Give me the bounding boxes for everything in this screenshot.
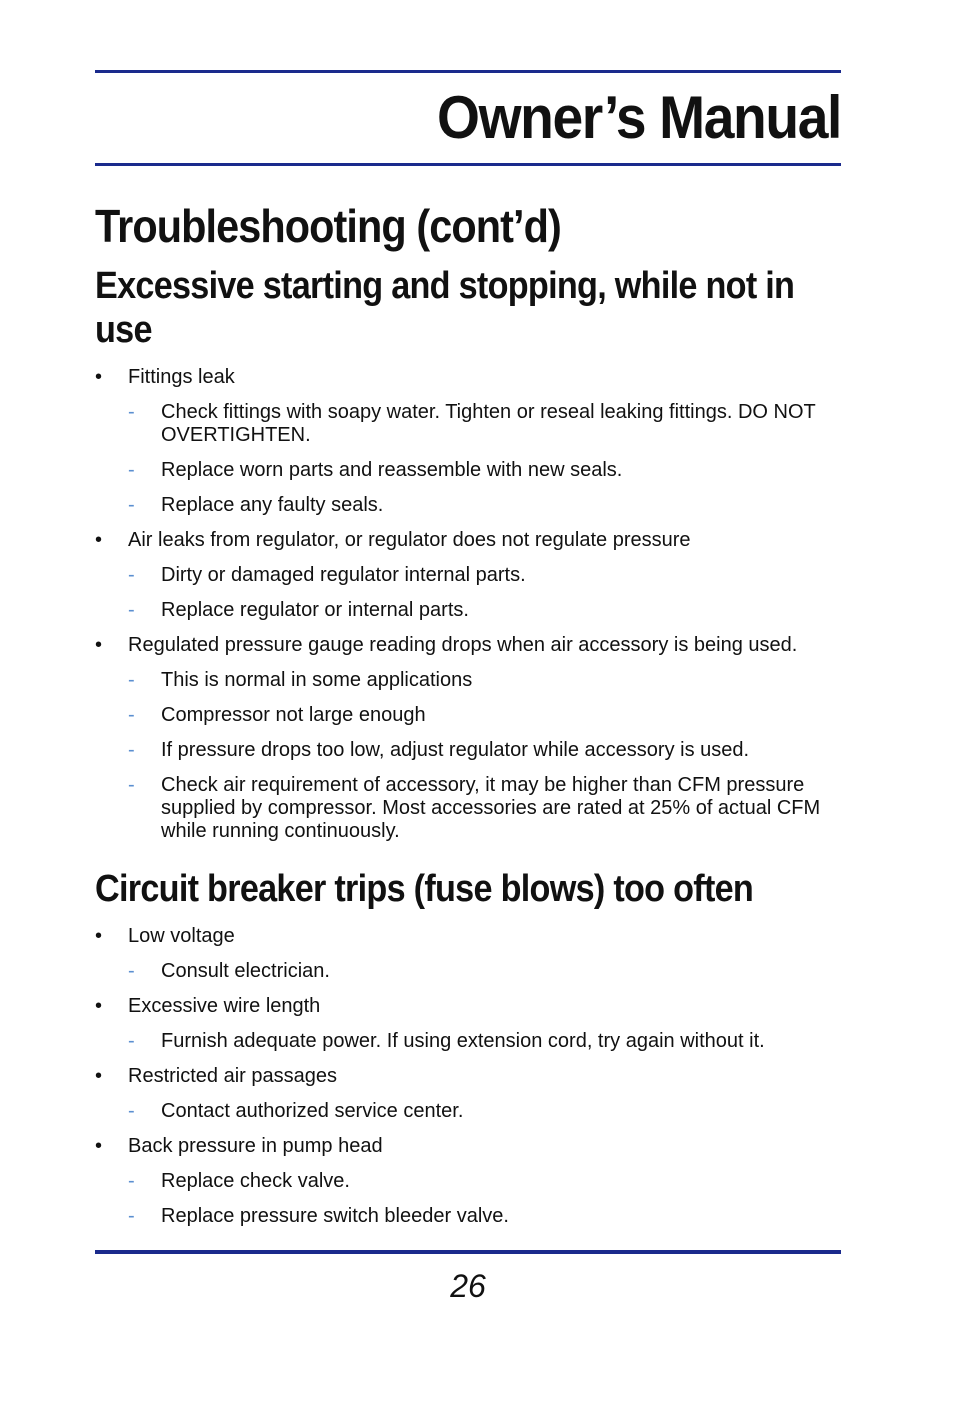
dash-icon: - (128, 564, 135, 586)
sub-item-text: Consult electrician. (161, 960, 330, 982)
dash-icon: - (128, 494, 135, 516)
sub-item-text: Replace check valve. (161, 1170, 350, 1192)
bullet-icon: • (95, 529, 103, 551)
dash-icon: - (128, 669, 135, 691)
sub-item-text: This is normal in some applications (161, 669, 473, 691)
list-item (95, 366, 841, 517)
subsection-title: Excessive starting and stopping, while not in use (95, 265, 795, 351)
header-title: Owner’s Manual (437, 84, 841, 151)
sub-list (128, 1030, 841, 1053)
sub-item (128, 494, 841, 517)
sub-item-text: Furnish adequate power. If using extension cord, try again without it. (161, 1030, 765, 1052)
sub-item (128, 1205, 841, 1228)
item-text: Air leaks from regulator, or regulator does not regulate pressure (128, 529, 691, 551)
page-number: 26 (450, 1268, 486, 1304)
sub-list (128, 960, 841, 983)
footer-rule (95, 1250, 841, 1254)
dash-icon: - (128, 599, 135, 621)
dash-icon: - (128, 459, 135, 481)
dash-icon: - (128, 774, 135, 796)
sub-item-text: Replace pressure switch bleeder valve. (161, 1205, 509, 1227)
item-text: Back pressure in pump head (128, 1135, 383, 1157)
header-bottom-rule (95, 163, 841, 166)
dash-icon: - (128, 739, 135, 761)
item-text: Excessive wire length (128, 995, 321, 1017)
sub-item (128, 459, 841, 482)
list-item (95, 1065, 841, 1123)
sub-item (128, 704, 841, 727)
list-item (95, 634, 841, 843)
sub-item (128, 1170, 841, 1193)
sub-item (128, 960, 841, 983)
item-text: Low voltage (128, 925, 235, 947)
section-excessive-starting (95, 264, 841, 843)
list-item (95, 925, 841, 983)
manual-page (95, 70, 841, 1240)
bullet-list (95, 925, 841, 1228)
sub-item (128, 1030, 841, 1053)
sub-item-text: Replace regulator or internal parts. (161, 599, 469, 621)
sub-item (128, 564, 841, 587)
dash-icon: - (128, 1100, 135, 1122)
sub-item (128, 669, 841, 692)
sub-item-text: Contact authorized service center. (161, 1100, 464, 1122)
bullet-icon: • (95, 634, 103, 656)
dash-icon: - (128, 960, 135, 982)
sub-item (128, 1100, 841, 1123)
sub-list (128, 1100, 841, 1123)
dash-icon: - (128, 1170, 135, 1192)
bullet-icon: • (95, 1135, 103, 1157)
bullet-list (95, 366, 841, 843)
item-text: Restricted air passages (128, 1065, 337, 1087)
header-top-rule (95, 70, 841, 73)
sub-item (128, 774, 841, 843)
sub-item-text: Dirty or damaged regulator internal parts. (161, 564, 526, 586)
list-item (95, 1135, 841, 1228)
section-circuit-breaker (95, 867, 841, 1228)
sub-item-text: Check fittings with soapy water. Tighten or reseal leaking fittings. DO NOT OVERTIGHTEN. (161, 401, 816, 446)
list-item (95, 995, 841, 1053)
dash-icon: - (128, 401, 135, 423)
sub-item (128, 739, 841, 762)
section-title: Troubleshooting (cont’d) (95, 200, 561, 252)
subsection-title: Circuit breaker trips (fuse blows) too often (95, 868, 754, 910)
sub-list (128, 1170, 841, 1228)
item-text: Regulated pressure gauge reading drops when air accessory is being used. (128, 634, 798, 656)
sub-item-text: Replace any faulty seals. (161, 494, 384, 516)
dash-icon: - (128, 704, 135, 726)
bullet-icon: • (95, 366, 103, 388)
sub-item (128, 401, 841, 447)
sub-item-text: If pressure drops too low, adjust regulator while accessory is used. (161, 739, 750, 761)
sub-list (128, 564, 841, 622)
bullet-icon: • (95, 1065, 103, 1087)
sub-item-text: Check air requirement of accessory, it may be higher than CFM pressure supplied by compressor. Most accessories are rated at 25% of actual CFM while running continuously. (161, 774, 821, 842)
dash-icon: - (128, 1205, 135, 1227)
sub-list (128, 669, 841, 843)
bullet-icon: • (95, 925, 103, 947)
sub-item-text: Compressor not large enough (161, 704, 426, 726)
sub-list (128, 401, 841, 517)
list-item (95, 529, 841, 622)
sub-item-text: Replace worn parts and reassemble with new seals. (161, 459, 623, 481)
bullet-icon: • (95, 995, 103, 1017)
item-text: Fittings leak (128, 366, 235, 388)
sub-item (128, 599, 841, 622)
dash-icon: - (128, 1030, 135, 1052)
